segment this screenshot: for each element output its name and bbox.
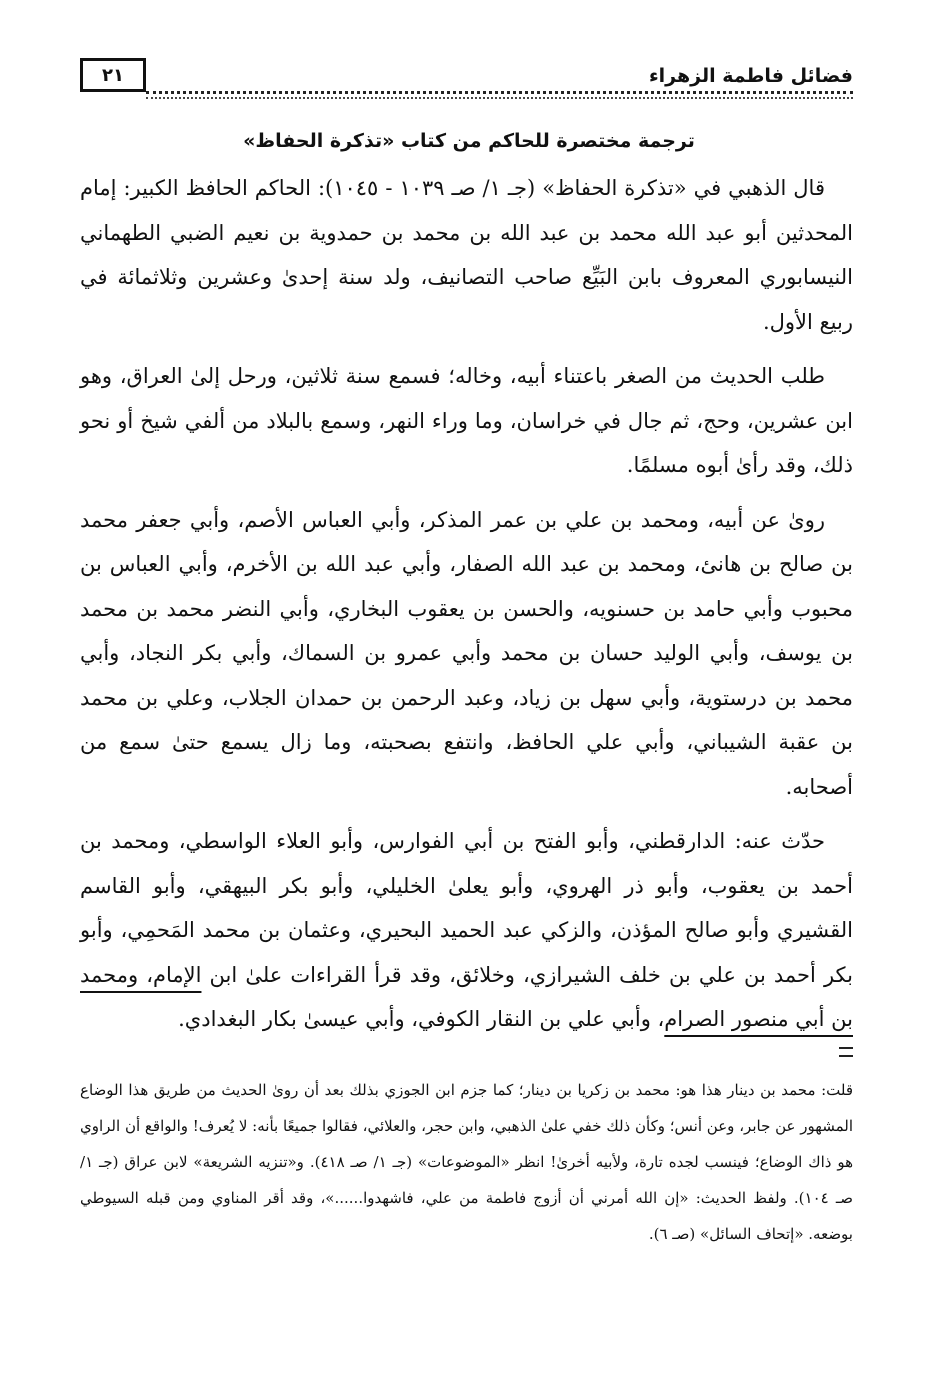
running-title: فضائل فاطمة الزهراء bbox=[648, 65, 853, 87]
main-text bbox=[80, 166, 853, 1052]
paragraph-students bbox=[80, 819, 853, 1042]
section-title: ترجمة مختصرة للحاكم من كتاب «تذكرة الحفاظ» bbox=[243, 130, 695, 152]
paragraph-study: طلب الحديث من الصغر باعتناء أبيه، وخاله؛ فسمع سنة ثلاثين، ورحل إلىٰ العراق، وهو ابن عشرين، وحج، ثم جال في خراسان، وما وراء النهر، وسمع بالبلاد من ألفي شيخ أو نحو ذلك، وقد رأىٰ أبوه مسلمًا. bbox=[80, 364, 853, 477]
paragraph-intro: قال الذهبي في «تذكرة الحفاظ» (جـ ١/ صـ ١٠٣٩ - ١٠٤٥): الحاكم الحافظ الكبير: إمام المحدثين أبو عبد الله محمد بن عبد الله بن محمد بن حمدوية بن نعيم الضبي الطهماني النيسابوري المعروف بابن البَيِّع صاحب التصانيف، ولد سنة إحدىٰ وعشرين وثلاثمائة في ربيع الأول. bbox=[80, 176, 853, 334]
running-header bbox=[80, 58, 853, 98]
footnote-text: قلت: محمد بن دينار هذا هو: محمد بن زكريا بن دينار؛ كما جزم ابن الجوزي بذلك بعد أن روىٰ الحديث من طريق هذا الوضاع المشهور عن جابر، وعن أنس؛ وكأن ذلك خفي علىٰ الذهبي، وابن حجر، والعلائي، فقالوا جميعًا بأنه: لا يُعرف! والواقع أن الراوي هو ذاك الوضاع؛ فينسب لجده تارة، ولأبيه أخرىٰ! انظر «الموضوعات» (جـ ١/ صـ ٤١٨). و«تنزيه الشريعة» لابن عراق (جـ ١/ صـ ١٠٤). ولفظ الحديث: «إن الله أمرني أن أزوج فاطمة من علي، فاشهدوا......»، وقد أقر المناوي ومن قبله السيوطي بوضعه. «إتحاف السائل» (صـ ٦). bbox=[80, 1081, 854, 1243]
header-dotted-rule-secondary bbox=[146, 97, 853, 99]
paragraph-students-text: حدّث عنه: الدارقطني، وأبو الفتح بن أبي الفوارس، وأبو العلاء الواسطي، ومحمد بن أحمد بن يعقوب، وأبو ذر الهروي، وأبو يعلىٰ الخليلي، وأبو بكر البيهقي، وأبو القاسم القشيري وأبو صالح المؤذن، والزكي عبد الحميد البحيري، وعثمان بن محمد المَحمِي، وأبو بكر أحمد بن علي بن خلف الشيرازي، وخلائق، وقد قرأ القراءات علىٰ ابن bbox=[80, 829, 853, 987]
page-number-box bbox=[80, 58, 146, 92]
header-dotted-rule bbox=[146, 91, 853, 94]
paragraph-students-tail: ، وأبي علي بن النقار الكوفي، وأبي عيسىٰ بكار البغدادي. bbox=[178, 1007, 665, 1031]
footnote-anchor-underlined-text: الإمام، ومحمد بن أبي منصور الصرام bbox=[80, 962, 853, 1031]
footnote bbox=[80, 1072, 853, 1252]
paragraph-teachers: روىٰ عن أبيه، ومحمد بن علي بن عمر المذكر، وأبي العباس الأصم، وأبي جعفر محمد بن صالح بن هانئ، ومحمد بن عبد الله الصفار، وأبي عبد الله بن الأخرم، وأبي العباس بن محبوب وأبي حامد بن حسنويه، والحسن بن يعقوب البخاري، وأبي النضر محمد بن محمد بن يوسف، وأبي الوليد حسان بن محمد وأبي عمرو بن السماك، وأبي بكر النجاد، وأبي محمد بن درستوية، وأبي سهل بن زياد، وعبد الرحمن بن حمدان الجلاب، وعلي بن محمد بن عقبة الشيباني، وأبي علي الحافظ، وانتفع بصحبته، وما زال يسمع حتىٰ سمع من أصحابه. bbox=[80, 507, 854, 799]
footnote-separator bbox=[839, 1047, 853, 1057]
page-number: ٢١ bbox=[102, 64, 124, 86]
